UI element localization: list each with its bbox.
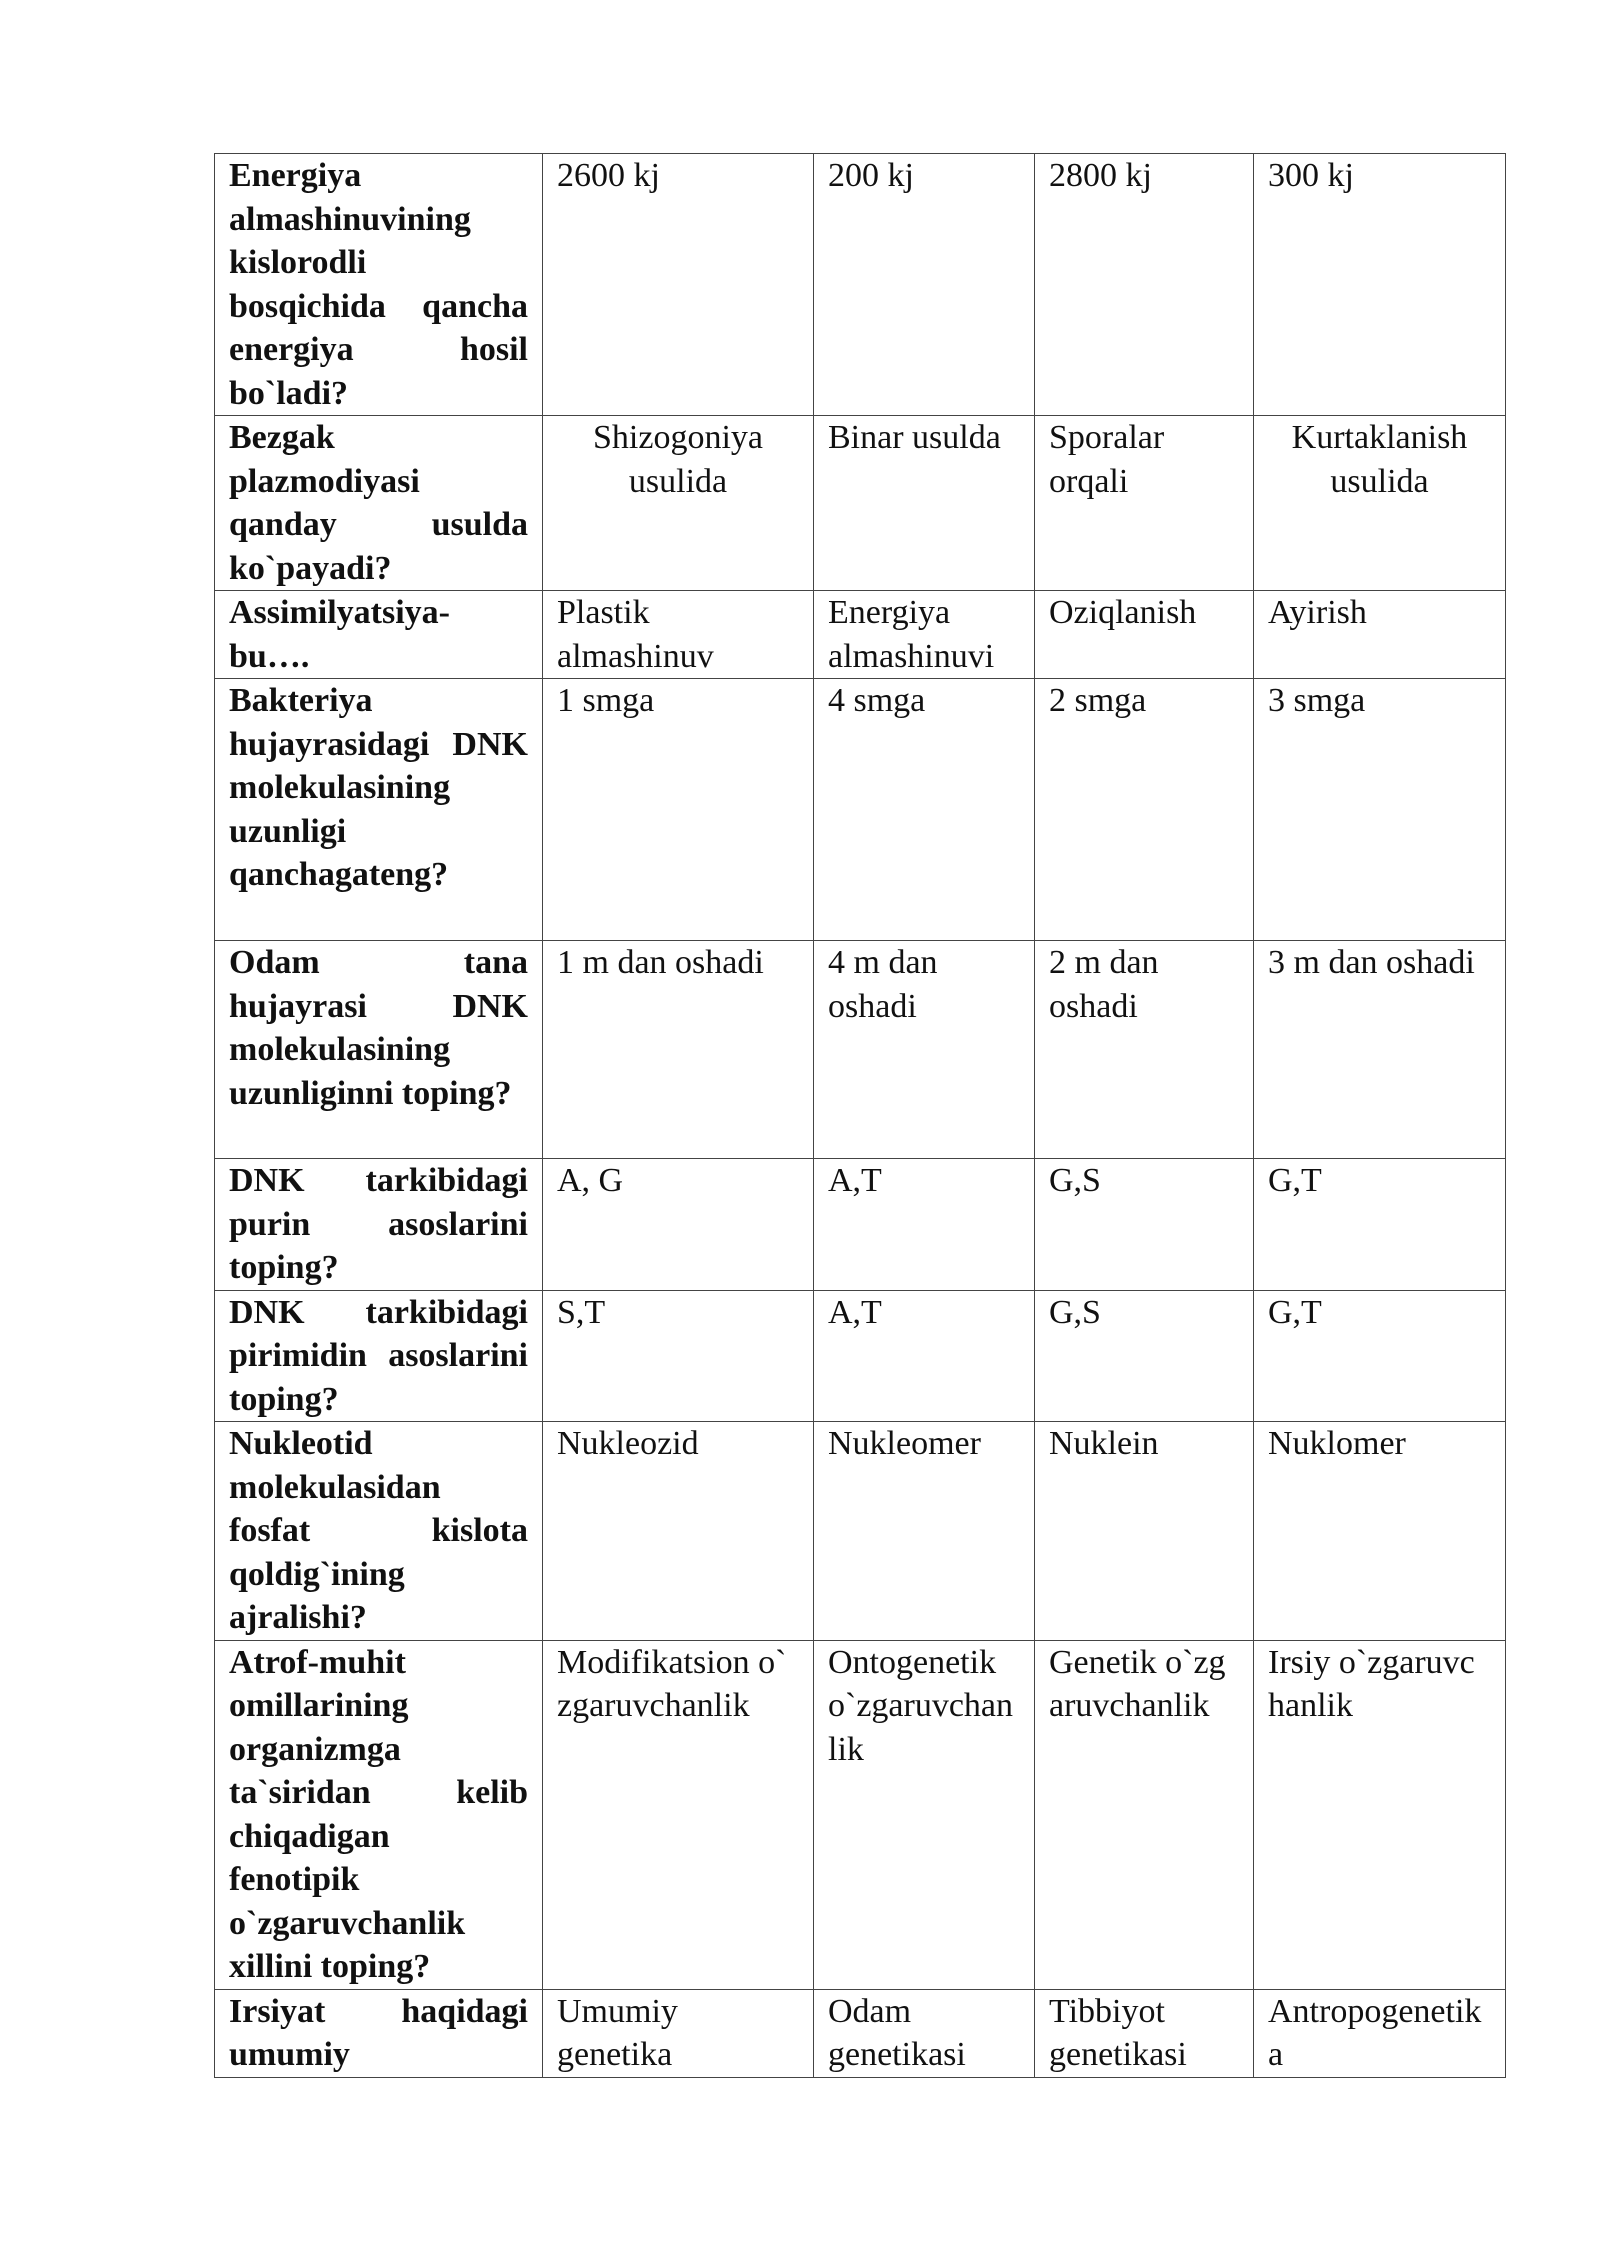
option-d-cell: G,T: [1254, 1290, 1506, 1422]
option-d-cell: Antropogenetika: [1254, 1989, 1506, 2077]
question-cell: Irsiyat haqidagi umumiy: [215, 1989, 543, 2077]
option-a-cell: A, G: [543, 1159, 814, 1291]
table-row: [215, 941, 1506, 1159]
option-b-cell: Energiya almashinuvi: [814, 591, 1035, 679]
option-d-cell: 300 kj: [1254, 154, 1506, 416]
option-c-cell: 2 smga: [1035, 679, 1254, 941]
option-a-cell: Umumiy genetika: [543, 1989, 814, 2077]
table-row: [215, 1422, 1506, 1641]
question-cell: Odam tana hujayrasi DNK molekulasining uzunliginni toping?: [215, 941, 543, 1159]
option-c-cell: Oziqlanish: [1035, 591, 1254, 679]
option-a-cell: 2600 kj: [543, 154, 814, 416]
option-b-cell: Nukleomer: [814, 1422, 1035, 1641]
option-b-cell: 4 smga: [814, 679, 1035, 941]
option-b-cell: Ontogenetik o`zgaruvchanlik: [814, 1640, 1035, 1989]
option-c-cell: Sporalar orqali: [1035, 416, 1254, 591]
option-b-cell: Odam genetikasi: [814, 1989, 1035, 2077]
option-a-cell: Modifikatsion o`zgaruvchanlik: [543, 1640, 814, 1989]
table-row: [215, 591, 1506, 679]
option-b-cell: A,T: [814, 1290, 1035, 1422]
table-row: [215, 416, 1506, 591]
table-row: [215, 1640, 1506, 1989]
option-a-cell: Nukleozid: [543, 1422, 814, 1641]
table-row: [215, 1159, 1506, 1291]
option-d-cell: Kurtaklanish usulida: [1254, 416, 1506, 591]
option-c-cell: G,S: [1035, 1159, 1254, 1291]
option-d-cell: Irsiy o`zgaruvchanlik: [1254, 1640, 1506, 1989]
question-cell: Atrof-muhit omillarining organizmga ta`siridan kelib chiqadigan fenotipik o`zgaruvchanlik xillini toping?: [215, 1640, 543, 1989]
question-cell: Bakteriya hujayrasidagi DNK molekulasining uzunligi qanchagateng?: [215, 679, 543, 941]
question-cell: Energiya almashinuvining kislorodli bosqichida qancha energiya hosil bo`ladi?: [215, 154, 543, 416]
question-cell: DNK tarkibidagi pirimidin asoslarini toping?: [215, 1290, 543, 1422]
question-cell: Bezgak plazmodiyasi qanday usulda ko`payadi?: [215, 416, 543, 591]
option-a-cell: 1 smga: [543, 679, 814, 941]
option-c-cell: 2 m dan oshadi: [1035, 941, 1254, 1159]
option-a-cell: Plastik almashinuv: [543, 591, 814, 679]
option-b-cell: 4 m dan oshadi: [814, 941, 1035, 1159]
question-cell: DNK tarkibidagi purin asoslarini toping?: [215, 1159, 543, 1291]
option-c-cell: 2800 kj: [1035, 154, 1254, 416]
table-row: [215, 154, 1506, 416]
option-c-cell: Tibbiyot genetikasi: [1035, 1989, 1254, 2077]
option-d-cell: 3 m dan oshadi: [1254, 941, 1506, 1159]
option-b-cell: Binar usulda: [814, 416, 1035, 591]
option-d-cell: Nuklomer: [1254, 1422, 1506, 1641]
option-b-cell: A,T: [814, 1159, 1035, 1291]
table-row: [215, 1989, 1506, 2077]
option-d-cell: 3 smga: [1254, 679, 1506, 941]
option-a-cell: 1 m dan oshadi: [543, 941, 814, 1159]
option-b-cell: 200 kj: [814, 154, 1035, 416]
option-d-cell: Ayirish: [1254, 591, 1506, 679]
table-row: [215, 1290, 1506, 1422]
quiz-table: [214, 153, 1506, 2078]
option-c-cell: Nuklein: [1035, 1422, 1254, 1641]
option-a-cell: Shizogoniya usulida: [543, 416, 814, 591]
option-a-cell: S,T: [543, 1290, 814, 1422]
option-c-cell: G,S: [1035, 1290, 1254, 1422]
option-c-cell: Genetik o`zgaruvchanlik: [1035, 1640, 1254, 1989]
option-d-cell: G,T: [1254, 1159, 1506, 1291]
table-row: [215, 679, 1506, 941]
question-cell: Nukleotid molekulasidan fosfat kislota qoldig`ining ajralishi?: [215, 1422, 543, 1641]
question-cell: Assimilyatsiya-bu….: [215, 591, 543, 679]
